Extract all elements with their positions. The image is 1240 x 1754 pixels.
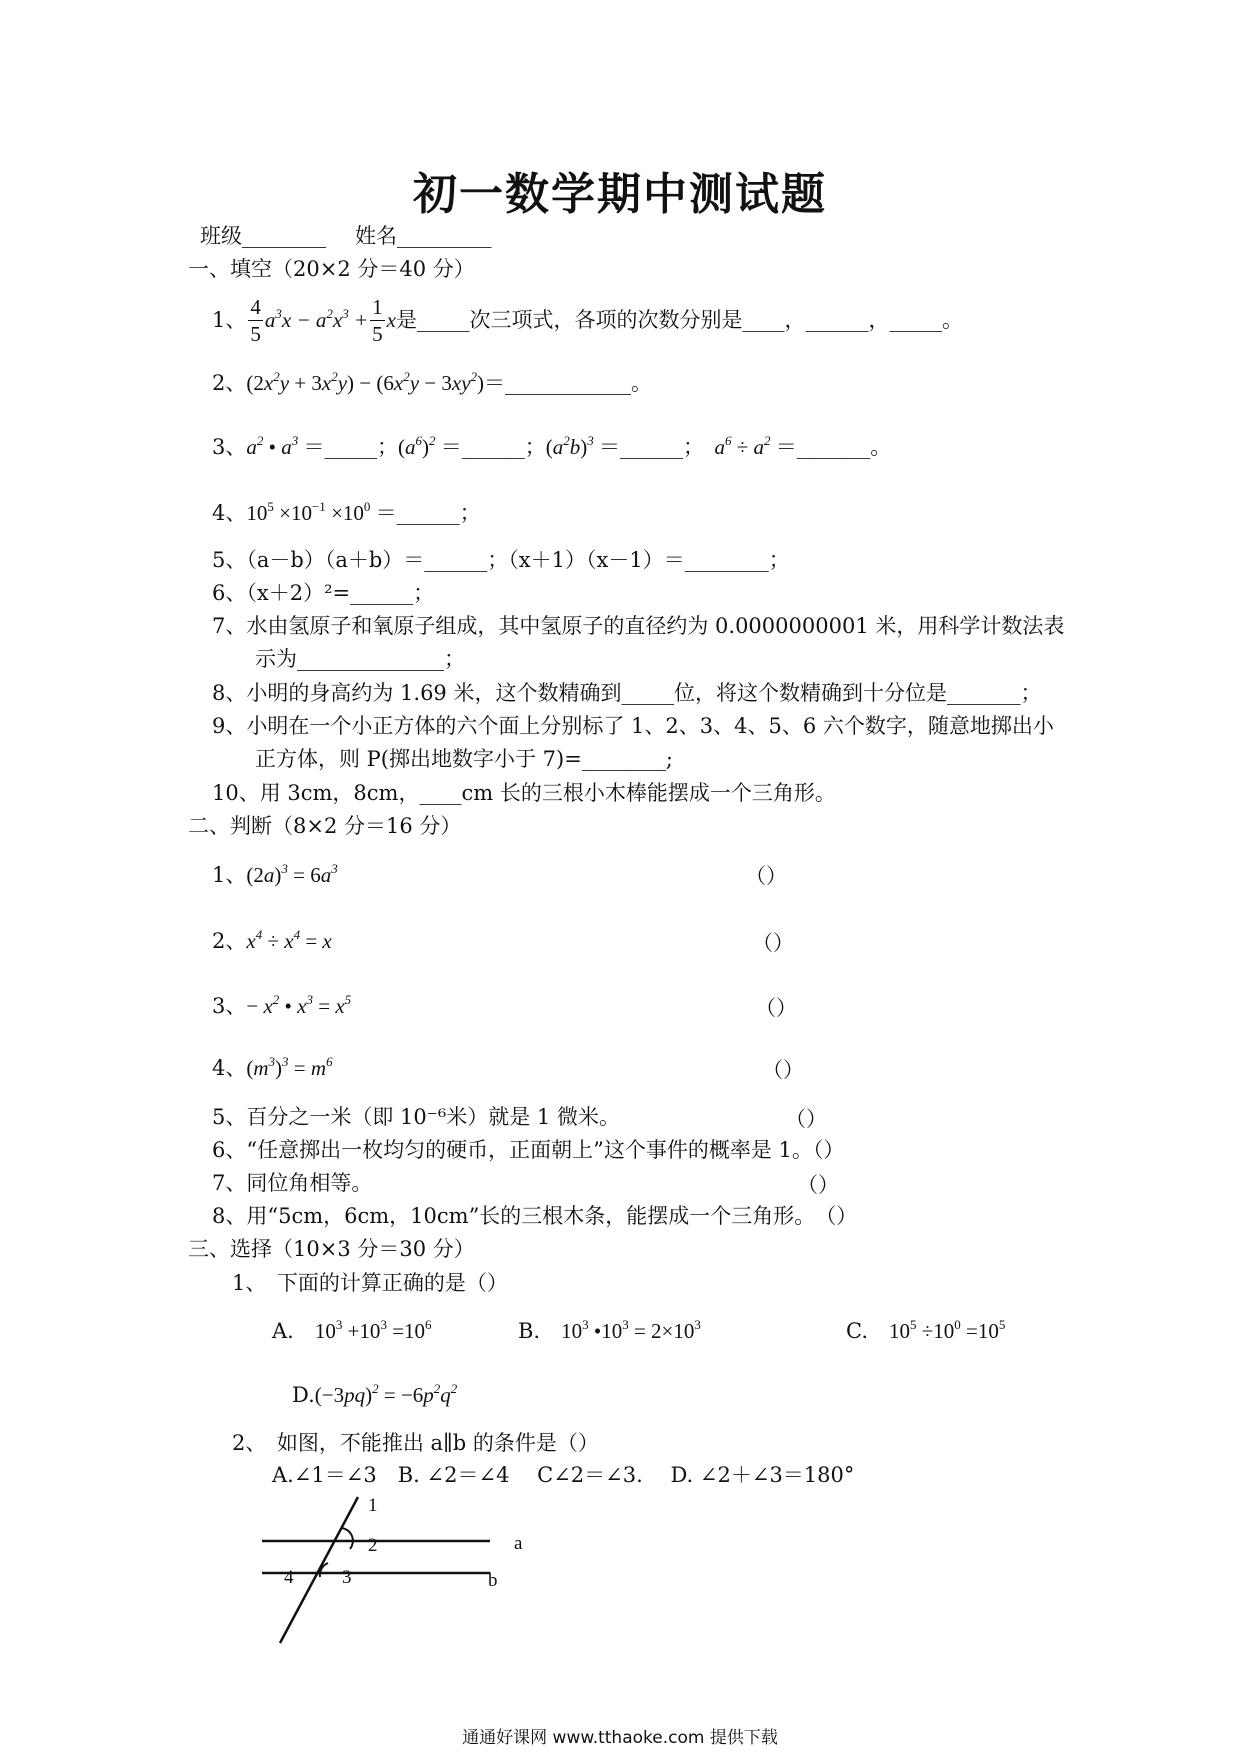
judge-question-1: 1、$(2a)^3 = 6a^3$ [212,861,338,887]
angle-arc-2 [342,1528,353,1549]
judge-answer-paren-5: （） [785,1107,827,1131]
fill-question-7: 7、水由氢原子和氧原子组成，其中氢原子的直径约为 0.0000000001 米，用科学计数法表 [212,614,1065,638]
section-judge-heading: 二、判断（8×2 分＝16 分） [188,814,462,838]
fill-question-5: 5、（a－b）（a＋b）＝______；（x＋1）（x－1）＝________； [212,548,790,572]
line-label-a: a [514,1533,523,1554]
choice-1-option-a: A. $10^3 +10^3 =10^6$ [272,1317,432,1343]
judge-question-2: 2、$x^4 \div x^4 = x$ [212,927,332,953]
section-fill-heading: 一、填空（20×2 分＝40 分） [188,257,475,281]
judge-answer-paren-1: （） [745,864,787,888]
q1-number: 1、 [212,308,247,332]
page-footer: 通通好课网 www.tthaoke.com 提供下载 [462,1728,778,1748]
q1-fraction-1: $\frac{4}{5}$ [250,294,261,346]
choice-question-2: 2、 如图，不能推出 a∥b 的条件是（） [232,1431,599,1455]
judge-question-3: 3、− $x^2$ • $x^3 = x^5$ [212,992,352,1018]
section-choice-heading: 三、选择（10×3 分＝30 分） [188,1237,475,1261]
judge-question-7: 7、同位角相等。 [212,1171,373,1195]
fill-question-2: 2、$(2x^2y + 3x^2y) - (6x^2y$ − $3xy^2)=\_\_\_\_\_\_\_\_\_\_\_\_$。 [212,369,653,395]
q1-expression: $a^3x - a^2x^3$ + [264,306,369,332]
fill-question-9-cont: 正方体，则 P(掷出地数字小于 7)=________; [255,747,673,771]
q1-fraction-2: $\frac{1}{5}$ [372,294,383,346]
choice-1-option-b: B. $10^3$ $•10^3 = 2\times 10^3$ [518,1317,701,1343]
name-field-label: 姓名_________ [355,224,492,248]
fill-question-9: 9、小明在一个小正方体的六个面上分别标了 1、2、3、4、5、6 六个数字，随意地掷出小 [212,714,1054,738]
fill-question-4: 4、$10^5 \times 10^{-1} \times 10^0$ ＝______； [212,499,481,525]
fill-question-7-cont: 示为______________； [255,647,465,671]
class-field-label: 班级________ [200,224,326,248]
angle-label-2: 2 [368,1535,378,1556]
q2-expression: $(2x^2y + 3x^2y) - (6x^2y - 3xy^2)$ [246,369,485,395]
judge-answer-paren-7: （） [797,1173,839,1197]
judge-question-4: 4、$(m^3)^3 = m^6$ [212,1054,333,1080]
choice-1-option-d: $D.(-3pq)^2 = -6p^2q^2$ [292,1381,458,1407]
angle-label-3: 3 [342,1567,352,1588]
line-label-b: b [488,1570,498,1591]
fill-question-1: 1、 $\frac{4}{5}$ $a^3x - a^2x^3$ + $\frac{1}{5}$ x 是_____次三项式，各项的次数分别是____，______，_____。 [212,294,963,346]
fill-question-10: 10、用 3cm，8cm，____cm 长的三根小木棒能摆成一个三角形。 [212,781,836,805]
judge-answer-paren-4: （） [762,1058,804,1082]
fill-question-8: 8、小明的身高约为 1.69 米，这个数精确到_____位，将这个数精确到十分位是_______； [212,681,1042,705]
judge-question-5: 5、百分之一米（即 10⁻⁶米）就是 1 微米。 [212,1105,620,1129]
judge-answer-paren-3: （） [755,996,797,1020]
q1-text: 是_____次三项式，各项的次数分别是____，______，_____。 [395,308,963,332]
choice-question-1: 1、 下面的计算正确的是（） [232,1271,508,1295]
judge-answer-paren-2: （） [752,931,794,955]
fill-question-3: 3、$a^2$ • $a^3$ ＝_____；$(a^6)^2$ ＝______；$(a^2b)^3$ ＝______； $a^6 \div a^2$ ＝_______。 [212,433,892,459]
choice-2-options: A.∠1＝∠3 B. ∠2＝∠4 C∠2＝∠3. D. ∠2＋∠3＝180° [272,1463,855,1487]
page-title: 初一数学期中测试题 [413,169,827,220]
angle-label-4: 4 [284,1567,294,1588]
angle-label-1: 1 [368,1495,378,1516]
judge-question-6: 6、“任意掷出一枚均匀的硬币，正面朝上”这个事件的概率是 1。（） [212,1138,845,1162]
parallel-lines-figure [250,1495,550,1645]
judge-question-8: 8、用“5cm，6cm，10cm”长的三根木条，能摆成一个三角形。 （） [212,1204,858,1228]
choice-1-option-c: C. $10^5 \div 10^0 =10^5$ [846,1317,1006,1343]
fill-question-6: 6、（x＋2）²=______； [212,581,435,605]
